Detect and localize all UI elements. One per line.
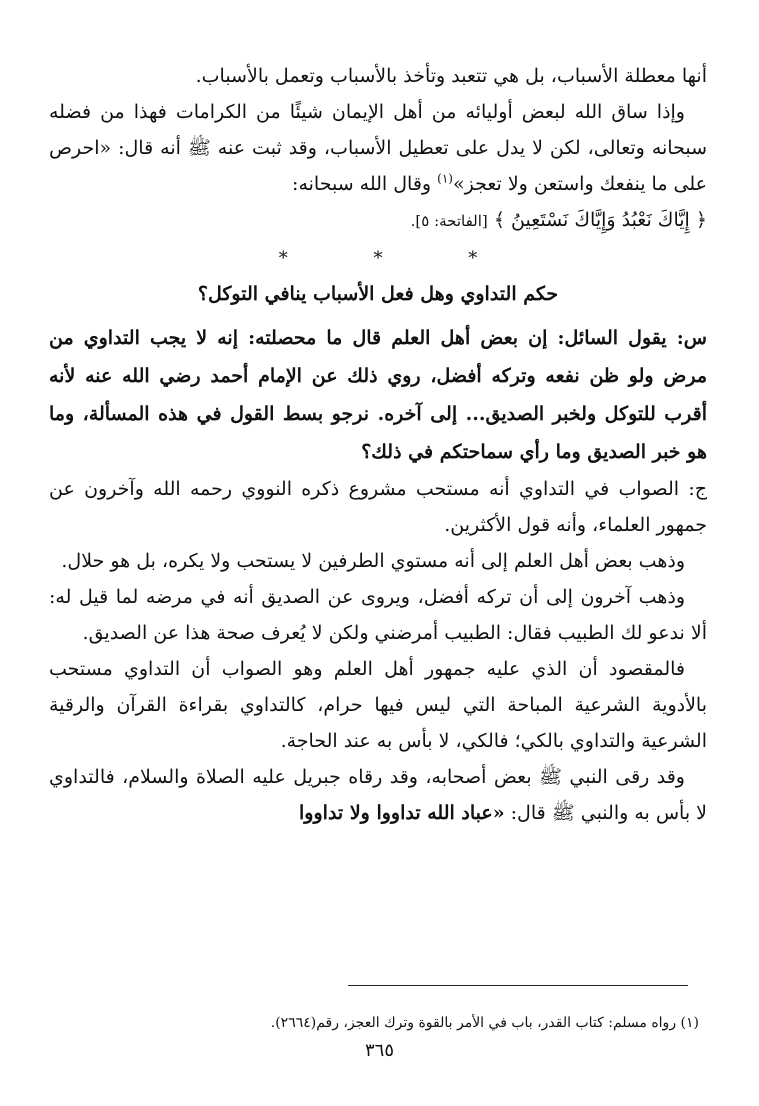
answer-paragraph: وذهب بعض أهل العلم إلى أنه مستوي الطرفين لا يستحب ولا يكره، بل هو حلال. [61,550,685,572]
footnote-marker: (١) [437,171,453,186]
hadith-quote: «عباد الله تداووا ولا تداووا [299,802,505,824]
answer-paragraph: ج: الصواب في التداوي أنه مستحب مشروع ذكره النووي رحمه الله وآخرون عن جمهور العلماء، وأنه قول الأكثرين. [49,478,707,536]
section-heading: حكم التداوي وهل فعل الأسباب ينافي التوكل؟ [197,283,559,305]
page-number: ٣٦٥ [364,1040,394,1061]
section-separator-stars: * * * [278,248,518,269]
footnote-separator [348,985,688,986]
quran-verse: ﴿ إِيَّاكَ نَعْبُدُ وَإِيَّاكَ نَسْتَعِينُ ﴾ [493,209,707,231]
quran-verse-line [49,202,707,239]
answer-paragraph [49,759,707,831]
paragraph-text: وقال الله سبحانه: [292,173,438,195]
quran-reference: [الفاتحة: ٥]. [410,212,488,230]
answer-paragraph: وذهب آخرون إلى أن تركه أفضل، ويروى عن الصديق أنه في مرضه لما قيل له: ألا ندعو لك الطبيب فقال: الطبيب أمرضني ولكن لا يُعرف صحة هذا عن الصديق. [49,586,707,644]
answer-paragraph: فالمقصود أن الذي عليه جمهور أهل العلم وهو الصواب أن التداوي مستحب بالأدوية الشرعية المباحة التي ليس فيها حرام، كالتداوي بقراءة القرآن والرقية الشرعية والتداوي بالكي؛ فالكي، لا بأس به عند الحاجة. [49,658,707,752]
paragraph-text: وقد رقى النبي ﷺ بعض أصحابه، وقد رقاه جبريل عليه الصلاة والسلام، فالتداوي لا بأس به والنبي ﷺ قال: [49,766,707,824]
paragraph: أنها معطلة الأسباب، بل هي تتعبد وتأخذ بالأسباب وتعمل بالأسباب. [195,65,707,87]
footnote: (١) رواه مسلم: كتاب القدر، باب في الأمر بالقوة وترك العجز، رقم(٢٦٦٤). [270,1015,699,1031]
question-paragraph: س: يقول السائل: إن بعض أهل العلم قال ما محصلته: إنه لا يجب التداوي من مرض ولو ظن نفعه وتركه أفضل، روي ذلك عن الإمام أحمد رضي الله عنه لأنه أقرب للتوكل ولخبر الصديق... إلى آخره. نرجو بسط القول في هذه المسألة، وما هو خبر الصديق وما رأي سماحتكم في ذلك؟ [49,327,707,463]
page-body [49,58,707,831]
paragraph-text: وإذا ساق الله لبعض أوليائه من أهل الإيمان شيئًا من الكرامات فهذا من فضله سبحانه وتعالى، لكن لا يدل على تعطيل الأسباب، وقد ثبت عنه ﷺ أنه قال: «احرص على ما ينفعك واستعن ولا تعجز» [49,101,707,195]
paragraph [49,94,707,202]
